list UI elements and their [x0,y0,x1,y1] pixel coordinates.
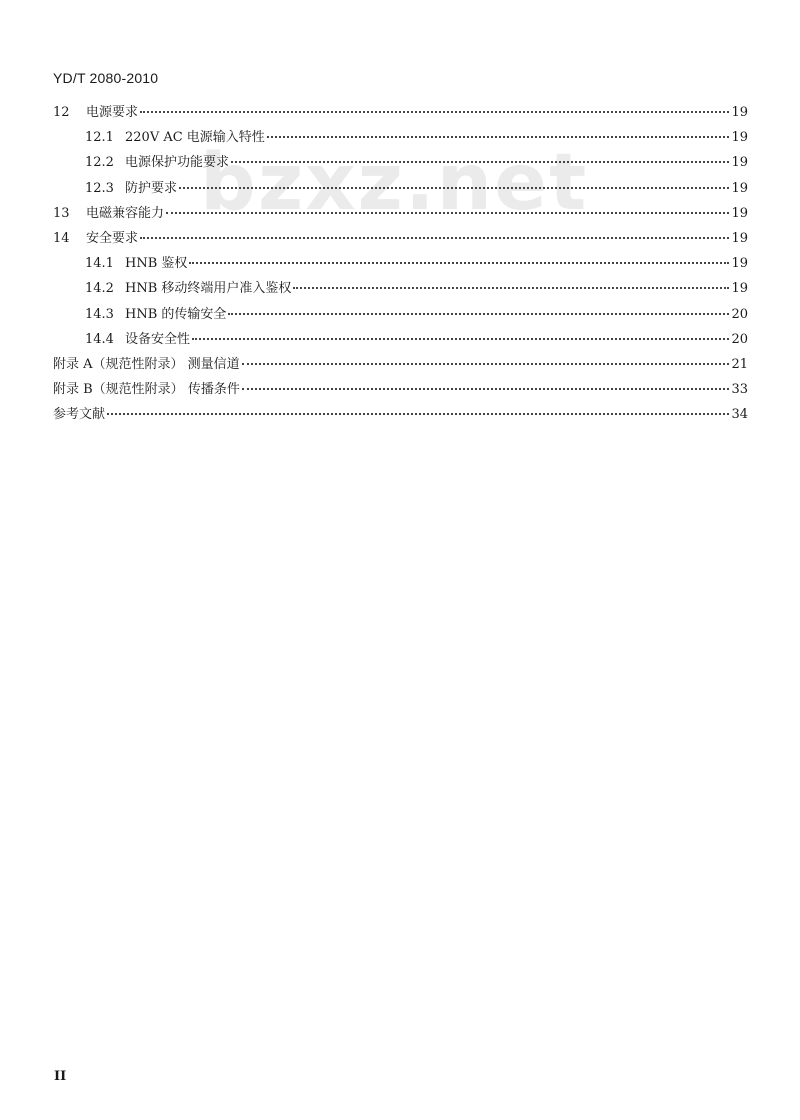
toc-entry-page: 20 [731,306,748,322]
toc-entry-number: 14.3 [85,306,114,322]
toc-entry-title: HNB 移动终端用户准入鉴权 [125,281,292,297]
toc-entry-title: 附录 A（规范性附录） 测量信道 [53,356,240,372]
toc-entry-page: 19 [731,180,748,196]
toc-entry-page: 21 [731,356,748,372]
toc-entry-title: 电磁兼容能力 [86,205,165,221]
toc-entry-number: 12.3 [85,180,114,196]
toc-entry-number: 12.2 [85,155,114,171]
dot-leader [231,161,729,163]
watermark-text: bzxz.net [200,138,589,228]
dot-leader [166,212,729,214]
dot-leader [140,237,729,239]
toc-entry-page: 34 [731,407,748,423]
toc-entry-page: 19 [731,256,748,272]
toc-entry-page: 20 [731,331,748,347]
toc-entry[interactable] [53,101,748,126]
toc-entry-page: 19 [731,205,748,221]
dot-leader [192,338,729,340]
toc-entry[interactable] [53,328,748,353]
toc-entry[interactable] [53,303,748,328]
toc-entry[interactable] [53,126,748,151]
toc-entry-page: 19 [731,230,748,246]
toc-entry[interactable] [53,277,748,302]
toc-entry-number: 12 [53,105,70,120]
dot-leader [140,111,729,113]
toc-entry-title: 参考文献 [53,407,106,423]
toc-entry-number: 13 [53,205,70,221]
toc-entry-page: 19 [731,155,748,171]
dot-leader [228,313,729,315]
toc-entry[interactable] [53,252,748,277]
toc-entry[interactable] [53,403,748,428]
toc-entry-page: 19 [731,105,748,120]
toc-entry[interactable] [53,378,748,403]
toc-entry-number: 14 [53,230,70,246]
toc-entry-title: 防护要求 [125,180,178,196]
dot-leader [107,413,729,415]
page-number-footer: II [54,1069,67,1084]
dot-leader [267,136,730,138]
table-of-contents [53,101,748,428]
toc-entry-title: 220V AC 电源输入特性 [125,130,265,146]
toc-entry-title: 设备安全性 [125,331,191,347]
toc-entry-page: 19 [731,281,748,297]
dot-leader [189,262,729,264]
standard-id-header: YD/T 2080-2010 [53,70,159,86]
toc-entry-number: 14.2 [85,281,114,297]
toc-entry-title: HNB 的传输安全 [125,306,227,322]
toc-entry-page: 33 [731,382,748,398]
toc-entry-number: 12.1 [85,130,114,146]
dot-leader [293,287,729,289]
dot-leader [179,187,729,189]
toc-entry[interactable] [53,227,748,252]
toc-entry-title: 附录 B（规范性附录） 传播条件 [53,382,240,398]
toc-entry[interactable] [53,151,748,176]
toc-entry-number: 14.1 [85,256,114,272]
toc-entry[interactable] [53,353,748,378]
toc-entry-title: 电源要求 [86,105,139,120]
dot-leader [242,363,730,365]
toc-entry-page: 19 [731,130,748,146]
toc-entry[interactable] [53,202,748,227]
toc-entry-title: 电源保护功能要求 [125,155,230,171]
toc-entry[interactable] [53,177,748,202]
toc-entry-title: HNB 鉴权 [125,256,188,272]
toc-entry-title: 安全要求 [86,230,139,246]
dot-leader [242,388,730,390]
toc-entry-number: 14.4 [85,331,114,347]
